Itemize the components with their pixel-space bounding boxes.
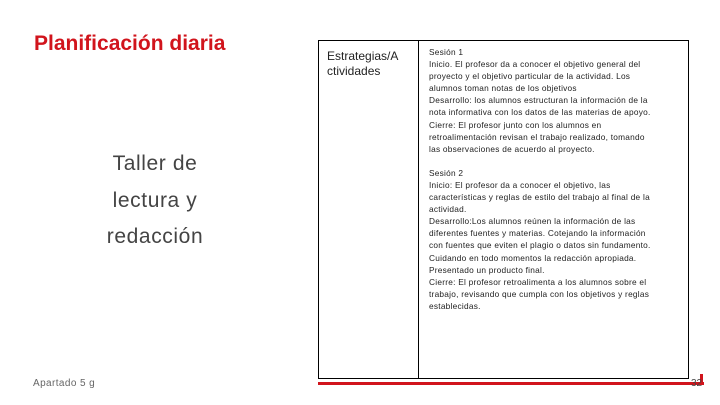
session-line: con fuentes que eviten el plagio o datos sin fundamento. (429, 240, 651, 251)
session-line: retroalimentación revisan el trabajo realizado, tomando (429, 131, 645, 142)
session-line: trabajo, revisando que cumpla con los objetivos y reglas (429, 288, 650, 299)
session-line: Sesión 1 (429, 47, 464, 57)
session-line: Inicio. El profesor da a conocer el objetivo general del (429, 59, 641, 70)
footer-accent-bar (318, 382, 704, 385)
session-line: proyecto y el objetivo particular de la actividad. Los (429, 71, 631, 82)
session-line: Cierre: El profesor junto con los alumnos en (429, 119, 602, 130)
subject-line: Taller de (112, 152, 198, 175)
session-line: Presentado un producto final. (429, 264, 545, 275)
page-number: 32 (691, 378, 703, 389)
strategies-header-cell (327, 49, 415, 79)
session-line: alumnos toman notas de los objetivos (429, 83, 577, 94)
session-line: Desarrollo: los alumnos estructuran la información de la (429, 95, 648, 106)
session-line: Desarrollo:Los alumnos reúnen la información de las (429, 216, 636, 227)
session-line: Inicio: El profesor da a conocer el objetivo, las (429, 179, 611, 190)
subject-line: lectura y (112, 188, 198, 212)
activities-cell (429, 46, 682, 312)
subject-title (92, 146, 218, 256)
session-block-1 (429, 46, 682, 155)
subject-line: redacción (106, 225, 204, 248)
session-line: Sesión 2 (429, 167, 464, 178)
column-divider (418, 41, 419, 378)
session-line: establecidas. (429, 300, 481, 311)
strategies-header-line: ctividades (327, 64, 381, 78)
session-block-2 (429, 167, 682, 312)
session-line: características y reglas de estilo del trabajo al final de la (429, 192, 650, 203)
session-line: nota informativa con los datos de las materias de apoyo. (429, 107, 651, 118)
slide-title: Planificación diaria (34, 32, 226, 55)
session-line: Cuidando en todo momentos la redacción apropiada. (429, 252, 637, 263)
session-line: actividad. (429, 204, 467, 215)
footer-label: Apartado 5 g (33, 378, 96, 389)
strategies-header-line: Estrategias/A (327, 49, 399, 63)
session-line: las observaciones de acuerdo al proyecto. (429, 143, 595, 154)
planning-table (318, 40, 689, 379)
session-line: diferentes fuentes y materias. Cotejando la información (429, 228, 646, 239)
session-line: Cierre: El profesor retroalimenta a los alumnos sobre el (429, 276, 647, 287)
